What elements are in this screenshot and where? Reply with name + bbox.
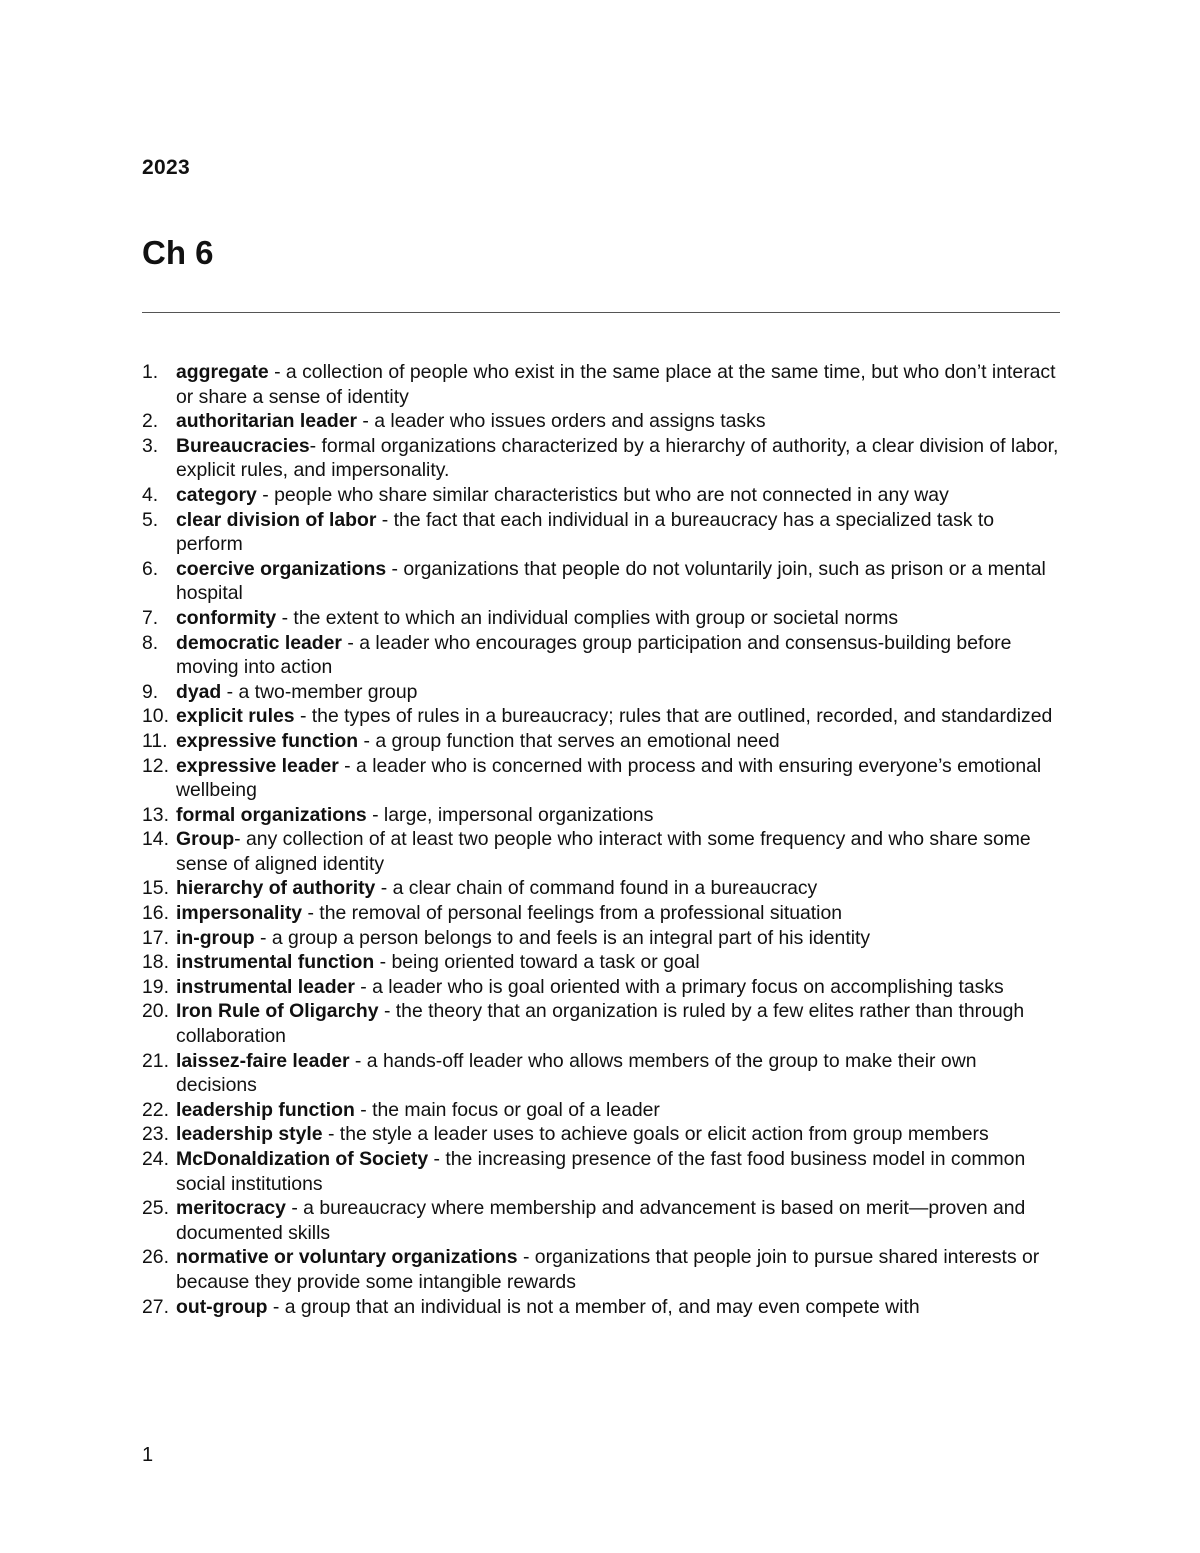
item-text	[176, 557, 1060, 606]
glossary-term: leadership function	[176, 1098, 355, 1121]
chapter-title: Ch 6	[142, 234, 214, 271]
glossary-definition: - a bureaucracy where membership and advancement is based on merit—proven and documented skills	[176, 1197, 1026, 1244]
glossary-definition: - the removal of personal feelings from a professional situation	[302, 902, 843, 925]
item-number: 3.	[142, 434, 159, 457]
item-text	[176, 1098, 1060, 1123]
glossary-item	[142, 1049, 1060, 1098]
glossary-item	[142, 557, 1060, 606]
glossary-item	[142, 975, 1060, 1000]
glossary-term: meritocracy	[176, 1197, 286, 1220]
glossary-definition: - the fact that each individual in a bureaucracy has a specialized task to perform	[176, 508, 995, 556]
glossary-definition: - organizations that people do not voluntarily join, such as prison or a mental hospital	[176, 557, 1046, 605]
glossary-item	[142, 999, 1060, 1048]
glossary-term: clear division of labor	[176, 508, 377, 531]
glossary-term: instrumental function	[176, 951, 375, 974]
document-year: 2023	[142, 156, 190, 179]
glossary-item	[142, 901, 1060, 926]
glossary-term: hierarchy of authority	[176, 877, 376, 900]
item-number: 2.	[142, 410, 159, 433]
item-number: 15.	[142, 877, 169, 900]
glossary-term: laissez-faire leader	[176, 1049, 350, 1072]
glossary-item	[142, 876, 1060, 901]
glossary-definition: - being oriented toward a task or goal	[374, 951, 700, 974]
glossary-term: formal organizations	[176, 803, 367, 826]
item-text	[176, 360, 1060, 409]
item-number: 24.	[142, 1148, 169, 1170]
glossary-definition: - a group function that serves an emotional need	[358, 729, 780, 752]
glossary-term: democratic leader	[176, 631, 342, 654]
glossary-item	[142, 1122, 1060, 1147]
glossary-term: expressive function	[176, 729, 359, 752]
glossary-term: out-group	[176, 1295, 268, 1318]
glossary-definition: - organizations that people join to pursue shared interests or because they provide some intangible rewards	[176, 1246, 1040, 1293]
glossary-definition: - a leader who is goal oriented with a primary focus on accomplishing tasks	[354, 975, 1004, 998]
item-number: 18.	[142, 951, 169, 974]
glossary-term: expressive leader	[176, 754, 339, 777]
glossary-item	[142, 360, 1060, 409]
item-number: 9.	[142, 680, 159, 703]
glossary-item	[142, 1295, 1060, 1320]
item-number: 14.	[142, 828, 169, 851]
glossary-definition: - people who share similar characteristics but who are not connected in any way	[256, 483, 949, 506]
glossary-item	[142, 950, 1060, 975]
glossary-term: category	[176, 483, 257, 506]
item-text	[176, 1049, 1060, 1098]
item-text	[176, 606, 1060, 631]
glossary-term: Iron Rule of Oligarchy	[176, 1000, 379, 1023]
item-text	[176, 876, 1060, 901]
glossary-definition: - a hands-off leader who allows members of the group to make their own decisions	[176, 1049, 977, 1097]
glossary-term: aggregate	[176, 361, 269, 383]
glossary-term: instrumental leader	[176, 975, 355, 998]
item-text	[176, 901, 1060, 926]
item-number: 12.	[142, 754, 169, 777]
page-number: 1	[142, 1444, 154, 1466]
glossary-item	[142, 704, 1060, 729]
item-number: 17.	[142, 926, 169, 949]
item-text	[176, 508, 1060, 557]
glossary-definition: - a group that an individual is not a member of, and may even compete with	[267, 1295, 920, 1318]
glossary-definition: - a leader who is concerned with process and with ensuring everyone’s emotional wellbeing	[176, 754, 1042, 802]
item-number: 1.	[142, 361, 159, 383]
item-text	[176, 1196, 1060, 1245]
item-text	[176, 680, 1060, 705]
glossary-definition: - a two-member group	[221, 680, 418, 703]
item-text	[176, 754, 1060, 803]
glossary-definition: - large, impersonal organizations	[366, 803, 654, 826]
glossary-term: coercive organizations	[176, 557, 387, 580]
glossary-item	[142, 434, 1060, 483]
item-text	[176, 827, 1060, 876]
item-text	[176, 729, 1060, 754]
glossary-definition: - a leader who encourages group participation and consensus-building before moving into action	[176, 631, 1012, 679]
item-text	[176, 704, 1060, 729]
item-number: 27.	[142, 1295, 169, 1318]
item-text	[176, 999, 1060, 1048]
glossary-term: conformity	[176, 606, 277, 629]
item-number: 16.	[142, 902, 169, 925]
glossary-item	[142, 926, 1060, 951]
glossary-item	[142, 1098, 1060, 1123]
glossary-definition: - formal organizations characterized by a hierarchy of authority, a clear division of labor, explicit rules, and impersonality.	[176, 434, 1059, 482]
item-text	[176, 409, 1060, 434]
glossary-definition: - the style a leader uses to achieve goals or elicit action from group members	[322, 1123, 989, 1146]
glossary-definition: - the types of rules in a bureaucracy; rules that are outlined, recorded, and standardized	[294, 705, 1053, 728]
item-number: 25.	[142, 1197, 169, 1220]
glossary-term: in-group	[176, 926, 255, 949]
glossary-term: impersonality	[176, 902, 303, 925]
glossary-item	[142, 606, 1060, 631]
glossary-definition: - the theory that an organization is ruled by a few elites rather than through collaboration	[176, 1000, 1025, 1048]
glossary-item	[142, 1147, 1060, 1196]
item-text	[176, 803, 1060, 828]
item-number: 7.	[142, 606, 159, 629]
glossary-item	[142, 409, 1060, 434]
item-text	[176, 1295, 1060, 1320]
item-number: 26.	[142, 1246, 169, 1269]
item-number: 10.	[142, 705, 169, 728]
glossary-term: dyad	[176, 680, 222, 703]
glossary-item	[142, 803, 1060, 828]
glossary-item	[142, 1245, 1060, 1294]
item-text	[176, 926, 1060, 951]
item-number: 19.	[142, 975, 169, 998]
glossary-definition: - the main focus or goal of a leader	[354, 1098, 660, 1121]
item-text	[176, 631, 1060, 680]
item-number: 5.	[142, 508, 159, 531]
glossary-definition: - a clear chain of command found in a bureaucracy	[375, 877, 818, 900]
horizontal-divider	[142, 312, 1060, 313]
glossary-term: Group	[176, 828, 235, 851]
item-number: 22.	[142, 1098, 169, 1121]
glossary-item	[142, 754, 1060, 803]
glossary-item	[142, 508, 1060, 557]
glossary-definition: - a collection of people who exist in the same place at the same time, but who don’t interact or share a sense of identity	[176, 361, 1056, 408]
item-number: 8.	[142, 631, 159, 654]
glossary-definition: - the extent to which an individual complies with group or societal norms	[276, 606, 899, 629]
item-number: 6.	[142, 557, 159, 580]
glossary-definition: - any collection of at least two people who interact with some frequency and who share some sense of aligned identity	[176, 828, 1031, 875]
item-number: 11.	[142, 729, 168, 752]
glossary-item	[142, 827, 1060, 876]
glossary-definition: - the increasing presence of the fast food business model in common social institutions	[176, 1148, 1026, 1195]
glossary-definition: - a leader who issues orders and assigns tasks	[357, 410, 766, 433]
item-text	[176, 483, 1060, 508]
glossary-term: normative or voluntary organizations	[176, 1246, 518, 1269]
item-number: 4.	[142, 483, 159, 506]
item-number: 23.	[142, 1123, 169, 1146]
item-text	[176, 1147, 1060, 1196]
glossary-term: McDonaldization of Society	[176, 1148, 429, 1170]
item-number: 21.	[142, 1049, 169, 1072]
item-text	[176, 1245, 1060, 1294]
glossary-item	[142, 631, 1060, 680]
glossary-item	[142, 729, 1060, 754]
glossary-item	[142, 680, 1060, 705]
glossary-term: leadership style	[176, 1123, 323, 1146]
item-text	[176, 975, 1060, 1000]
glossary-list	[142, 360, 1060, 1319]
glossary-term: explicit rules	[176, 705, 295, 728]
glossary-term: authoritarian leader	[176, 410, 358, 433]
item-number: 20.	[142, 1000, 169, 1023]
glossary-definition: - a group a person belongs to and feels is an integral part of his identity	[254, 926, 871, 949]
glossary-item	[142, 1196, 1060, 1245]
glossary-item	[142, 483, 1060, 508]
item-text	[176, 434, 1060, 483]
item-number: 13.	[142, 803, 169, 826]
item-text	[176, 950, 1060, 975]
glossary-term: Bureaucracies	[176, 434, 310, 457]
item-text	[176, 1122, 1060, 1147]
